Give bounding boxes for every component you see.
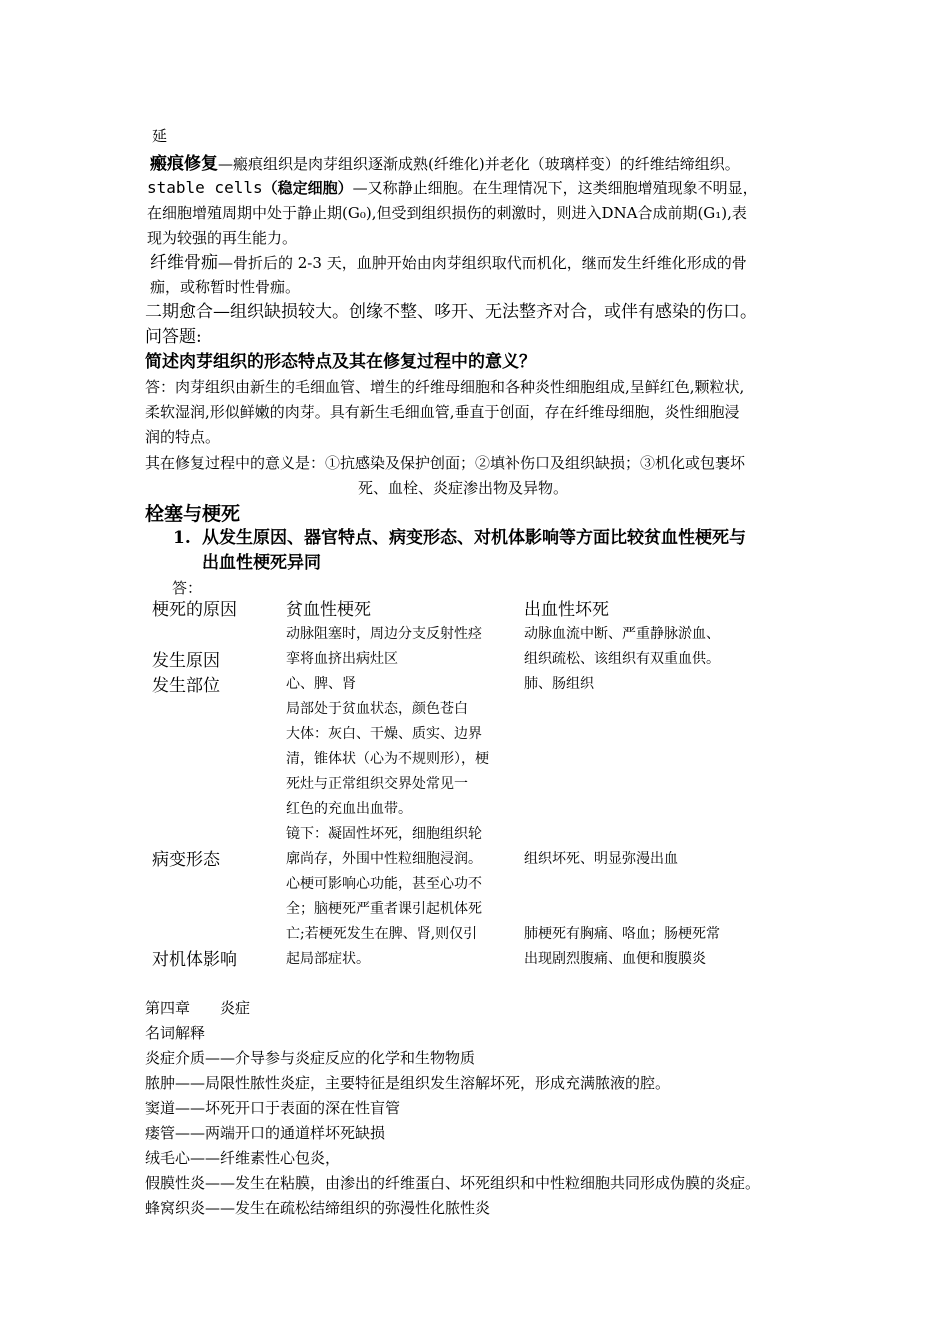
term-title: 瘢痕修复 [150,154,218,174]
cell-line: 红色的充血出血带。 [286,801,412,817]
term-definition: —又称静止细胞。在生理情况下，这类细胞增殖现象不明显， [352,179,758,197]
cell-line: 死灶与正常组织交界处常见一 [286,776,468,792]
term-fibrous-callus [150,252,747,274]
question-number: 1. [173,528,191,548]
paragraph-line: 在细胞增殖周期中处于静止期(G₀),但受到组织损伤的刺激时，则进入DNA合成前期(G₁),表 [147,204,747,222]
answer-label: 答： [172,579,203,597]
text-fragment: 延 [152,127,168,145]
table-header: 贫血性梗死 [286,600,371,620]
cell-line: 大体：灰白、干燥、质实、边界 [286,726,482,742]
table-cell [524,672,594,697]
term-item: 瘘管——两端开口的通道样坏死缺损 [145,1124,386,1142]
cell-line: 镜下：凝固性坏死，细胞组织轮 [286,826,482,842]
table-cell [286,672,356,697]
term-item: 炎症介质——介导参与炎症反应的化学和生物物质 [145,1049,476,1067]
term-item: 绒毛心——纤维素性心包炎， [145,1149,341,1167]
table-cell [286,872,482,972]
table-cell [286,622,482,672]
cell-line: 肺梗死有胸痛、咯血；肠梗死常 [524,926,720,942]
paragraph-line: 痂，或称暂时性骨痂。 [150,278,301,296]
table-header: 出血性坏死 [524,600,609,620]
question-line: 出血性梗死异同 [202,553,321,573]
qa-answer-line: 答：肉芽组织由新生的毛细血管、增生的纤维母细胞和各种炎性细胞组成,呈鲜红色,颗粒状, [145,378,745,396]
table-header: 梗死的原因 [152,600,237,620]
cell-line: 清，锥体状（心为不规则形），梗 [286,751,489,767]
cell-line: 起局部症状。 [286,951,370,967]
chapter-title: 第四章 炎症 [145,999,251,1017]
qa-meaning-line: 其在修复过程中的意义是：①抗感染及保护创面；②填补伤口及组织缺损；③机化或包裹坏 [145,454,746,472]
qa-answer-line: 柔软湿润,形似鲜嫩的肉芽。具有新生毛细血管,垂直于创面，存在纤维母细胞，炎性细胞浸 [145,403,740,421]
cell-line: 全；脑梗死严重者课引起机体死 [286,901,482,917]
table-cell [286,697,489,872]
table-cell [524,922,720,972]
cell-line: 组织坏死、明显弥漫出血 [524,851,678,867]
row-label: 病变形态 [152,850,220,870]
paragraph-line: 现为较强的再生能力。 [147,229,298,247]
qa-answer-line: 润的特点。 [145,428,221,446]
term-title: 纤维骨痂 [150,253,218,273]
term-title-en: stable cells [147,178,263,197]
section-title: 栓塞与梗死 [145,503,241,525]
term-item: 窦道——坏死开口于表面的深在性盲管 [145,1099,401,1117]
cell-line: 局部处于贫血状态，颜色苍白 [286,701,468,717]
term-secondary-healing: 二期愈合—组织缺损较大。创缘不整、哆开、无法整齐对合，或伴有感染的伤口。 [145,302,757,322]
row-label: 对机体影响 [152,950,237,970]
cell-line: 组织疏松、该组织有双重血供。 [524,651,720,667]
cell-line: 亡;若梗死发生在脾、肾,则仅引 [286,926,478,942]
cell-line: 心、脾、肾 [286,676,356,692]
row-label: 发生部位 [152,676,220,696]
row-label: 发生原因 [152,651,220,671]
cell-line: 挛将血挤出病灶区 [286,651,398,667]
term-item: 脓肿——局限性脓性炎症，主要特征是组织发生溶解坏死，形成充满脓液的腔。 [145,1074,671,1092]
terms-heading: 名词解释 [145,1024,206,1042]
qa-heading: 问答题: [145,327,202,347]
question-line: 从发生原因、器官特点、病变形态、对机体影响等方面比较贫血性梗死与 [202,528,746,548]
table-cell [524,622,720,672]
term-definition: —骨折后的 2-3 天，血肿开始由肉芽组织取代而机化，继而发生纤维化形成的骨 [218,254,747,272]
cell-line: 廓尚存，外围中性粒细胞浸润。 [286,851,482,867]
term-definition: —瘢痕组织是肉芽组织逐渐成熟(纤维化)并老化（玻璃样变）的纤维结缔组织。 [218,155,740,173]
cell-line: 出现剧烈腹痛、血便和腹膜炎 [524,951,706,967]
term-item: 假膜性炎——发生在粘膜，由渗出的纤维蛋白、坏死组织和中性粒细胞共同形成伪膜的炎症。 [145,1174,761,1192]
cell-line: 心梗可影响心功能，甚至心功不 [286,876,482,892]
table-cell [524,847,678,872]
cell-line: 动脉阻塞时，周边分支反射性痉 [286,626,482,642]
qa-meaning-line: 死、血栓、炎症渗出物及异物。 [358,479,569,497]
cell-line: 肺、肠组织 [524,676,594,692]
term-title-cn: （稳定细胞） [262,179,353,197]
cell-line: 动脉血流中断、严重静脉淤血、 [524,626,720,642]
term-scar-repair [150,153,740,175]
term-item: 蜂窝织炎——发生在疏松结缔组织的弥漫性化脓性炎 [145,1199,491,1217]
term-stable-cells [147,178,758,198]
qa-question: 简述肉芽组织的形态特点及其在修复过程中的意义？ [145,352,536,372]
